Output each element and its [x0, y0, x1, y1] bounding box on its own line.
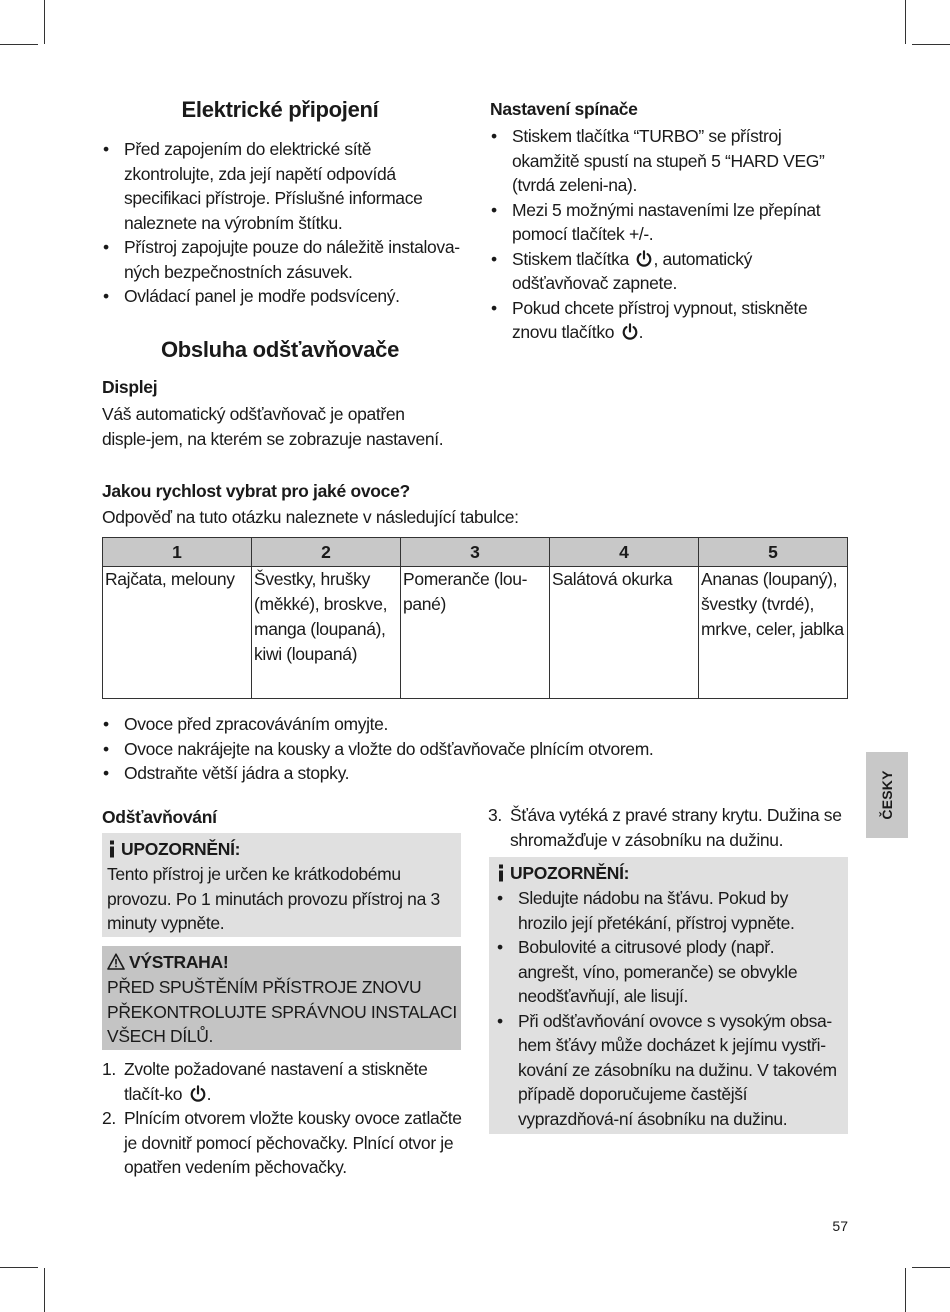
table-cell: Pomeranče (lou-pané): [401, 567, 550, 699]
step-number: 1.: [102, 1059, 116, 1079]
steps-list-continued: [488, 803, 848, 852]
speed-intro: Odpověď na tuto otázku naleznete v následující tabulce:: [102, 507, 519, 527]
list-item: • Ovoce před zpracováváním omyjte.: [102, 712, 848, 737]
table-header: 4: [550, 538, 699, 567]
list-item: • Stiskem tlačítka “TURBO” se přístroj okamžitě spustí na stupeň 5 “HARD VEG” (tvrdá zeleni-na).: [490, 124, 852, 198]
speed-table: [102, 537, 848, 699]
step-text: Zvolte požadované nastavení a stiskněte tlačít-ko: [124, 1059, 428, 1104]
notice-box: [489, 857, 848, 1134]
notice-text: Tento přístroj je určen ke krátkodobému provozu. Po 1 minutách provozu přístroj na 3 minuty vypněte.: [107, 864, 440, 933]
list-item: • Sledujte nádobu na šťávu. Pokud by hrozilo její přetékání, přístroj vypněte.: [496, 886, 838, 935]
list-item: • Bobulovité a citrusové plody (např. angrešt, víno, pomeranče) se obvykle neodšťavňují, ale lisují.: [496, 935, 838, 1009]
list-item: • Před zapojením do elektrické sítě zkontrolujte, zda její napětí odpovídá specifikaci přístroje. Příslušné informace naleznete na výrobním štítku.: [102, 137, 462, 235]
list-item-text: .: [638, 322, 644, 342]
list-item: • Při odšťavňování ovovce s vysokým obsa-hem šťávy může docházet k jejímu vystři-kování ze zásobníku na dužinu. V takovém případě doporučujeme častější vyprazdňová-ní ásobníku na dužinu.: [496, 1009, 838, 1132]
crop-mark: [912, 1267, 950, 1268]
crop-mark: [912, 44, 950, 45]
crop-mark: [905, 1268, 906, 1312]
list-item-text: , automatický odšťavňovač zapnete.: [512, 248, 752, 293]
table-header-row: [103, 538, 848, 567]
table-row: [103, 567, 848, 699]
notice-title-text: UPOZORNĚNÍ:: [510, 863, 630, 883]
table-cell: Rajčata, melouny: [103, 567, 252, 699]
table-header: 2: [252, 538, 401, 567]
electric-list: [102, 137, 462, 309]
table-header: 5: [699, 538, 848, 567]
notice-title: [496, 861, 629, 885]
step-number: 2.: [102, 1108, 116, 1128]
list-item: • Přístroj zapojujte pouze do náležitě instalova-ných bezpečnostních zásuvek.: [102, 235, 462, 284]
section-title-electric: Elektrické připojení: [181, 97, 379, 122]
speed-heading: Jakou rychlost vybrat pro jaké ovoce?: [102, 481, 410, 501]
list-item: • Ovoce nakrájejte na kousky a vložte do odšťavňovače plnícím otvorem.: [102, 737, 848, 762]
table-cell: Švestky, hrušky (měkké), broskve, manga (loupaná), kiwi (loupaná): [252, 567, 401, 699]
page-number: 57: [832, 1218, 848, 1234]
step-text: Šťáva vytéká z pravé strany krytu. Dužina se shromažďuje v zásobníku na dužinu.: [510, 805, 842, 850]
step-text-suffix: .: [206, 1083, 212, 1104]
juicing-heading: Odšťavňování: [102, 807, 217, 827]
warning-icon: [107, 953, 125, 970]
list-item: • Mezi 5 možnými nastaveními lze přepínat pomocí tlačítek +/-.: [490, 198, 852, 247]
table-cell: Ananas (loupaný), švestky (tvrdé), mrkve, celer, jablka: [699, 567, 848, 699]
language-tab: [866, 752, 908, 838]
list-item: [490, 247, 852, 296]
switch-list: [490, 124, 852, 345]
display-text: Váš automatický odšťavňovač je opatřen disple-jem, na kterém se zobrazuje nastavení.: [102, 404, 444, 449]
list-item: • Ovládací panel je modře podsvícený.: [102, 284, 462, 309]
crop-mark: [44, 1268, 45, 1312]
list-item: [488, 803, 848, 852]
language-tab-label: ČESKY: [879, 770, 895, 820]
notice-box: [102, 833, 461, 937]
list-item-text: Stiskem tlačítka: [512, 248, 629, 269]
warning-title: [107, 950, 228, 974]
power-icon: [635, 250, 653, 268]
power-icon: [621, 323, 639, 341]
list-item: [102, 1106, 462, 1180]
table-header: 3: [401, 538, 550, 567]
step-number: 3.: [488, 805, 502, 825]
crop-mark: [905, 0, 906, 44]
section-title-operation: Obsluha odšťavňovače: [160, 337, 400, 362]
warning-box: [102, 946, 461, 1050]
list-item: • Odstraňte větší jádra a stopky.: [102, 761, 848, 786]
table-header: 1: [103, 538, 252, 567]
power-icon: [189, 1085, 207, 1103]
crop-mark: [0, 44, 38, 45]
crop-mark: [0, 1267, 38, 1268]
list-item: [102, 1057, 462, 1106]
notice-title: [107, 837, 240, 861]
notice-title-text: UPOZORNĚNÍ:: [121, 839, 241, 859]
step-text: Plnícím otvorem vložte kousky ovoce zatlačte je dovnitř pomocí pěchovačky. Plnící otvor je opatřen vedením pěchovačky.: [124, 1108, 462, 1177]
steps-list: [102, 1057, 462, 1180]
crop-mark: [44, 0, 45, 44]
preparation-list: [102, 712, 848, 786]
info-icon: [107, 840, 117, 858]
switch-heading: Nastavení spínače: [490, 99, 638, 119]
list-item: [490, 296, 852, 345]
table-cell: Salátová okurka: [550, 567, 699, 699]
display-heading: Displej: [102, 377, 158, 397]
list-item-text: Pokud chcete přístroj vypnout, stiskněte znovu tlačítko: [512, 297, 808, 342]
notice-list: [496, 886, 838, 1131]
warning-title-text: VÝSTRAHA!: [129, 952, 229, 972]
warning-text: PŘED SPUŠTĚNÍM PŘÍSTROJE ZNOVU PŘEKONTROLUJTE SPRÁVNOU INSTALACI VŠECH DÍLŮ.: [107, 977, 457, 1046]
info-icon: [496, 864, 506, 882]
